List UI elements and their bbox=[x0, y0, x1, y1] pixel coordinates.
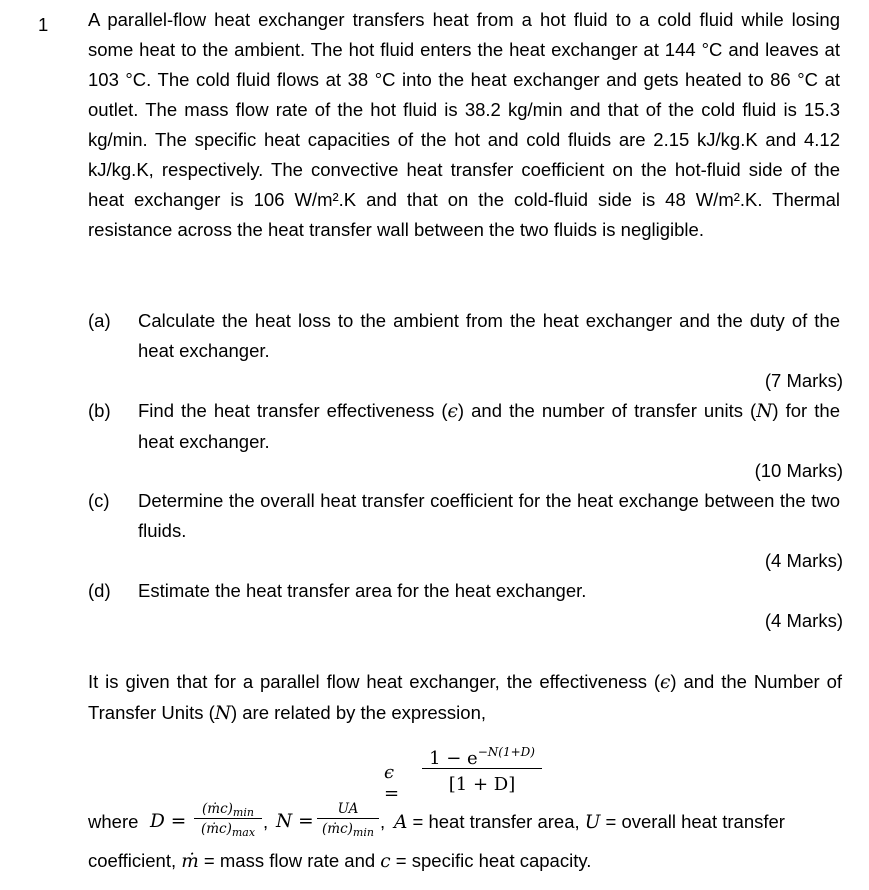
part-b-marks: (10 Marks) bbox=[754, 460, 843, 481]
part-b bbox=[88, 396, 840, 457]
formula-fraction bbox=[422, 738, 542, 799]
part-d-text: Estimate the heat transfer area for the heat exchanger. bbox=[138, 580, 587, 601]
formula-denominator: [1 + D] bbox=[448, 774, 516, 795]
part-c-marks: (4 Marks) bbox=[764, 550, 843, 571]
part-c bbox=[88, 486, 840, 546]
part-b-text: Find the heat transfer effectiveness (ϵ) and the number of transfer units (N) for the heat exchanger. bbox=[138, 400, 840, 452]
part-d-letter: (d) bbox=[88, 580, 111, 601]
formula-lhs: ϵ = bbox=[384, 762, 400, 804]
n-fraction: UA $(ṁc)_{min}$ bbox=[317, 800, 379, 839]
part-c-text: Determine the overall heat transfer coefficient for the heat exchange between the two fluids. bbox=[138, 490, 840, 541]
part-a-text: Calculate the heat loss to the ambient from the heat exchanger and the duty of the heat exchanger. bbox=[138, 310, 840, 361]
part-a-letter: (a) bbox=[88, 310, 111, 331]
question-intro: A parallel-flow heat exchanger transfers heat from a hot fluid to a cold fluid while losing some heat to the ambient. The hot fluid enters the heat exchanger at 144 °C and leaves at 103 °C. The cold fluid flows at 38 °C into the heat exchanger and gets heated to 86 °C at outlet. The mass flow rate of the hot fluid is 38.2 kg/min and that of the cold fluid is 15.3 kg/min. The specific heat capacities of the hot and cold fluids are 2.15 kJ/kg.K and 4.12 kJ/kg.K, respectively. The convective heat transfer coefficient on the hot-fluid side of the heat exchanger is 106 W/m².K and that on the cold-fluid side is 48 W/m².K. Thermal resistance across the heat transfer wall between the two fluids is negligible. bbox=[88, 9, 840, 240]
part-a-marks: (7 Marks) bbox=[764, 370, 843, 391]
formula-numerator: $1 - e^{-N(1+D)}$ bbox=[429, 745, 535, 769]
part-d bbox=[88, 576, 840, 606]
part-b-letter: (b) bbox=[88, 400, 111, 421]
where-definitions: where D = $(ṁc)_{min}$ $(ṁc)_{max}$ , N = UA $(ṁc)_{min}$ , A = heat transfer area, U = overall heat transfer bbox=[88, 801, 785, 839]
part-a bbox=[88, 306, 840, 366]
question-number: 1 bbox=[38, 14, 49, 35]
given-statement: It is given that for a parallel flow heat exchanger, the effectiveness (ϵ) and the Number of Transfer Units (N) are related by the expression, bbox=[88, 671, 842, 724]
where-definitions-line2: coefficient, ṁ = mass flow rate and c = specific heat capacity. bbox=[88, 850, 592, 872]
part-d-marks: (4 Marks) bbox=[764, 610, 843, 631]
d-fraction: $(ṁc)_{min}$ $(ṁc)_{max}$ bbox=[194, 800, 262, 839]
n-symbol: N bbox=[756, 401, 773, 422]
part-c-letter: (c) bbox=[88, 490, 110, 511]
epsilon-symbol: ϵ bbox=[447, 401, 458, 422]
